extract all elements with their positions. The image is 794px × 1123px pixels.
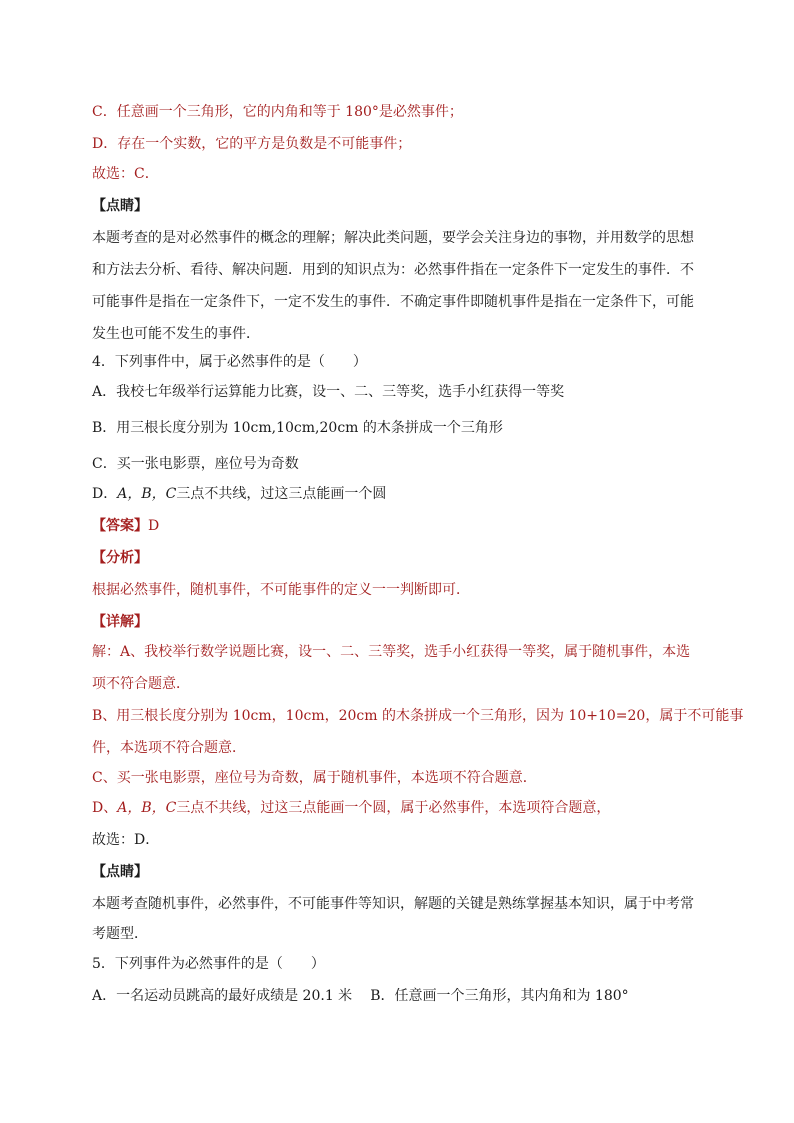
prev-comment-label: 【点睛】 xyxy=(92,198,148,214)
q4-detail-a-line-1: 解：A、我校举行数学说题比赛，设一、二、三等奖，选手小红获得一等奖，属于随机事件，本选 xyxy=(92,644,691,660)
q4-detail-b-line-1: B、用三根长度分别为 10cm，10cm，20cm 的木条拼成一个三角形，因为 10+10=20，属于不可能事 xyxy=(92,708,744,724)
prev-comment-line-4: 发生也可能不发生的事件． xyxy=(92,326,260,342)
prev-comment-line-1: 本题考查的是对必然事件的概念的理解；解决此类问题，要学会关注身边的事物，并用数学的思想 xyxy=(92,230,694,246)
q5-stem: 5．下列事件为必然事件的是（ ） xyxy=(92,956,325,972)
q4-detail-d-prefix: D、 xyxy=(92,800,118,816)
q4-comment-line-1: 本题考查随机事件，必然事件，不可能事件等知识，解题的关键是熟练掌握基本知识，属于中考常 xyxy=(92,896,694,912)
q4-option-c: C．买一张电影票，座位号为奇数 xyxy=(92,456,299,472)
q4-option-d-points: A，B，C xyxy=(117,486,177,502)
q4-option-b: B．用三根长度分别为 10cm,10cm,20cm 的木条拼成一个三角形 xyxy=(92,420,503,436)
q4-detail-d-points: A，B，C xyxy=(117,800,177,816)
q4-comment-line-2: 考题型． xyxy=(92,926,148,942)
q4-choice: 故选：D． xyxy=(92,832,160,848)
q4-detail-label: 【详解】 xyxy=(92,614,148,630)
q4-stem: 4．下列事件中，属于必然事件的是（ ） xyxy=(92,354,367,370)
q5-options xyxy=(92,986,629,1006)
prev-choice: 故选：C． xyxy=(92,166,159,182)
q4-detail-d xyxy=(92,798,610,818)
q4-option-d xyxy=(92,484,386,504)
q5-option-b: B．任意画一个三角形，其内角和为 180° xyxy=(370,988,629,1004)
prev-option-d: D．存在一个实数，它的平方是负数是不可能事件； xyxy=(92,136,412,152)
q4-analysis-label: 【分析】 xyxy=(92,550,148,566)
q4-option-d-prefix: D． xyxy=(92,486,118,502)
q4-detail-d-text: 三点不共线，过这三点能画一个圆，属于必然事件，本选项符合题意， xyxy=(176,800,611,816)
q4-detail-b-line-2: 件，本选项不符合题意． xyxy=(92,740,246,756)
q4-detail-c: C、买一张电影票，座位号为奇数，属于随机事件，本选项不符合题意． xyxy=(92,770,537,786)
q4-answer-value: D xyxy=(148,518,160,534)
q4-answer-label: 【答案】 xyxy=(92,518,148,534)
q4-answer xyxy=(92,516,159,536)
prev-comment-line-2: 和方法去分析、看待、解决问题．用到的知识点为：必然事件指在一定条件下一定发生的事件．不 xyxy=(92,262,694,278)
q5-option-a: A．一名运动员跳高的最好成绩是 20.1 米 xyxy=(92,988,353,1004)
prev-option-c: C．任意画一个三角形，它的内角和等于 180°是必然事件； xyxy=(92,104,463,120)
prev-comment-line-3: 可能事件是指在一定条件下，一定不发生的事件．不确定事件即随机事件是指在一定条件下，可能 xyxy=(92,294,694,310)
q4-option-d-text: 三点不共线，过这三点能画一个圆 xyxy=(176,486,387,502)
q4-analysis-text: 根据必然事件，随机事件，不可能事件的定义一一判断即可． xyxy=(92,582,470,598)
q4-detail-a-line-2: 项不符合题意． xyxy=(92,676,190,692)
q4-comment-label: 【点睛】 xyxy=(92,864,148,880)
q4-option-a: A．我校七年级举行运算能力比赛，设一、二、三等奖，选手小红获得一等奖 xyxy=(92,384,565,400)
